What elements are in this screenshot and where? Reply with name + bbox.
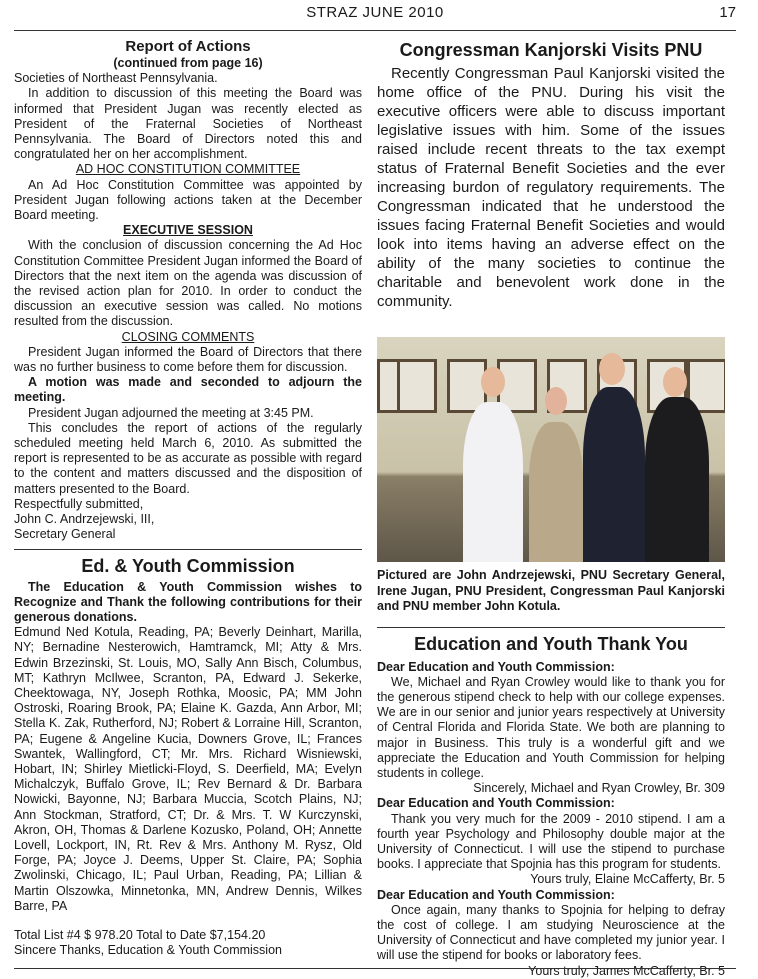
person-1-head xyxy=(481,367,505,397)
letter-2-body: Thank you very much for the 2009 - 2010 stipend. I am a fourth year Psychology and Philosophy double major at the University of Connecticut. I will use the stipend to purchase books. I appreciate that Spojnia has this program for students. xyxy=(377,811,725,872)
heading-executive-session: EXECUTIVE SESSION xyxy=(123,223,253,238)
report-para-4: With the conclusion of discussion concerning the Ad Hoc Constitution Committee President Jugan informed the Board of Directors that the next item on the agenda was discussion of the revised action plan for 2010. In order to conduct the discussion an executive session was called. No motions resulted from the discussion. xyxy=(14,238,362,329)
report-para-2: In addition to discussion of this meeting the Board was informed that President Jugan was recently elected as President of the Fraternal Societies of Northeast Pennsylvania. The Board of Directors noted this and congratulated her on her accomplishment. xyxy=(14,86,362,162)
kanjorski-title: Congressman Kanjorski Visits PNU xyxy=(399,40,703,60)
heading-closing-comments: CLOSING COMMENTS xyxy=(121,329,255,344)
heading-adhoc: AD HOC CONSTITUTION COMMITTEE xyxy=(75,162,301,177)
ed-youth-title: Ed. & Youth Commission xyxy=(81,555,295,576)
report-motion: A motion was made and seconded to adjourn the meeting. xyxy=(14,375,362,405)
report-para-1: Societies of Northeast Pennsylvania. xyxy=(14,71,218,86)
section-divider xyxy=(14,549,362,550)
right-column xyxy=(377,38,725,979)
signature-line-1: Respectfully submitted, xyxy=(14,496,144,511)
person-2-head xyxy=(545,387,567,415)
thank-you-title: Education and Youth Thank You xyxy=(414,633,688,654)
letter-2-signature: Yours truly, Elaine McCafferty, Br. 5 xyxy=(530,872,725,887)
section-divider xyxy=(377,627,725,628)
signature-line-3: Secretary General xyxy=(14,527,116,542)
report-para-8: This concludes the report of actions of the regularly scheduled meeting held March 6, 2010. As submitted the report is represented to be as accurate as possible with regard to the content and matters discussed and the disposition of matters presented to the Board. xyxy=(14,420,362,496)
person-1 xyxy=(463,402,523,562)
person-2 xyxy=(529,422,583,562)
letter-1-signature: Sincerely, Michael and Ryan Crowley, Br. 309 xyxy=(473,781,725,796)
page-header xyxy=(14,4,736,28)
letter-3-signature: Yours truly, James McCafferty, Br. 5 xyxy=(528,963,725,978)
report-subtitle: (continued from page 16) xyxy=(113,56,263,70)
kanjorski-body: Recently Congressman Paul Kanjorski visited the home office of the PNU. During his visit the executive officers were able to discuss important legislative issues with him. Some of the issues raised include recent threats to the tax exempt status of Fraternal Benefit Societies and the ever increasing burdon of regulatory requirements. The Congressman indicated that he understood the issues facing Fraternal Benefit Societies and would look into items having an adverse effect on the ability of the many societies to continue the charitable and benevolent work done in the community. xyxy=(377,65,725,310)
publication-title: STRAZ JUNE 2010 xyxy=(306,4,444,21)
header-rule xyxy=(14,30,736,31)
photo-caption: Pictured are John Andrzejewski, PNU Secretary General, Irene Jugan, PNU President, Congressman Paul Kanjorski and PNU member John Kotula. xyxy=(377,568,725,613)
group-photo xyxy=(377,337,725,562)
ed-youth-thanks: Sincere Thanks, Education & Youth Commission xyxy=(14,943,282,958)
wall-frame xyxy=(397,359,437,413)
footer-rule xyxy=(14,968,736,969)
report-title: Report of Actions xyxy=(125,38,251,55)
person-4-head xyxy=(663,367,687,397)
ed-youth-intro: The Education & Youth Commission wishes to Recognize and Thank the following contributions for their generous donations. xyxy=(14,579,362,624)
letter-2-salutation: Dear Education and Youth Commission: xyxy=(377,796,615,811)
person-4 xyxy=(645,397,709,562)
left-column xyxy=(14,38,362,958)
page-number: 17 xyxy=(719,4,736,21)
donation-total: Total List #4 $ 978.20 Total to Date $7,154.20 xyxy=(14,927,266,942)
donor-list: Edmund Ned Kotula, Reading, PA; Beverly Deinhart, Marilla, NY; Bernadine Nesterowich, Hamtramck, MI; Atty & Mrs. Edwin Brzezinski, St. Louis, MO, Sally Ann Bisch, Columbus, MT; Kathryn McIlwee, Scranton, PA, Edward J. Sekerke, Cheektowaga, NY, Joseph Rothka, Moosic, PA; MM John Ostroski, Roaring Brook, PA; Elaine K. Gazda, Ann Arbor, MI; Stella K. Zak, Rutherford, NJ; Robert & Lorraine Hill, Scranton, PA; Eugene & Angeline Kucia, Downers Grove, IL; Frances Swantek, Wallingford, CT; Mr. Mrs. Richard Wisniewski, Hobart, IN; Shirley Mietlicki-Floyd, S. Deerfield, MA; Evelyn Michalczyk, Buffalo Grove, IL; Rev Bernard & Dr. Barbara Nowicki, Bayonne, NJ; Barbara Muccia, Scotch Plains, NJ; Ann Stockman, Stratford, CT; Dr. & Mrs. T. W Kurczynski, Akron, OH, Thomas & Darlene Kozusko, Poland, OH; Annette Lovell, Lockport, IN, Rt. Rev & Mrs. Anthony M. Rysz, Old Forge, PA; Joyce J. Deems, Upper St. Claire, PA; Sophia Zwolinski, Chicago, IL; Paul Urban, Reading, PA; Lillian & Martin Olszowka, Minnetonka, MN, Andrew Dennis, Wilkes Barre, PA xyxy=(14,625,362,913)
person-3 xyxy=(583,387,645,562)
letter-1-body: We, Michael and Ryan Crowley would like to thank you for the generous stipend check to help with our college expenses. We are in our senior and junior years respectively at University of Central Florida and Florida State. We both are planning to major in Business. This truly is a wonderful gift and we appreciate the Education and Youth Commission for helping students in college. xyxy=(377,674,725,780)
letter-1-salutation: Dear Education and Youth Commission: xyxy=(377,659,615,674)
signature-line-2: John C. Andrzejewski, III, xyxy=(14,512,155,527)
report-para-7: President Jugan adjourned the meeting at 3:45 PM. xyxy=(28,405,314,420)
person-3-head xyxy=(599,353,625,385)
letter-3-salutation: Dear Education and Youth Commission: xyxy=(377,887,615,902)
report-para-3: An Ad Hoc Constitution Committee was appointed by President Jugan following actions taken at the December Board meeting. xyxy=(14,177,362,223)
report-para-5: President Jugan informed the Board of Directors that there was no further business to come before them for discussion. xyxy=(14,344,362,375)
letter-3-body: Once again, many thanks to Spojnia for helping to defray the cost of college. I am studying Neuroscience at the University of Connecticut and have completed my junior year. I will use the stipend for books or laboratory fees. xyxy=(377,902,725,963)
